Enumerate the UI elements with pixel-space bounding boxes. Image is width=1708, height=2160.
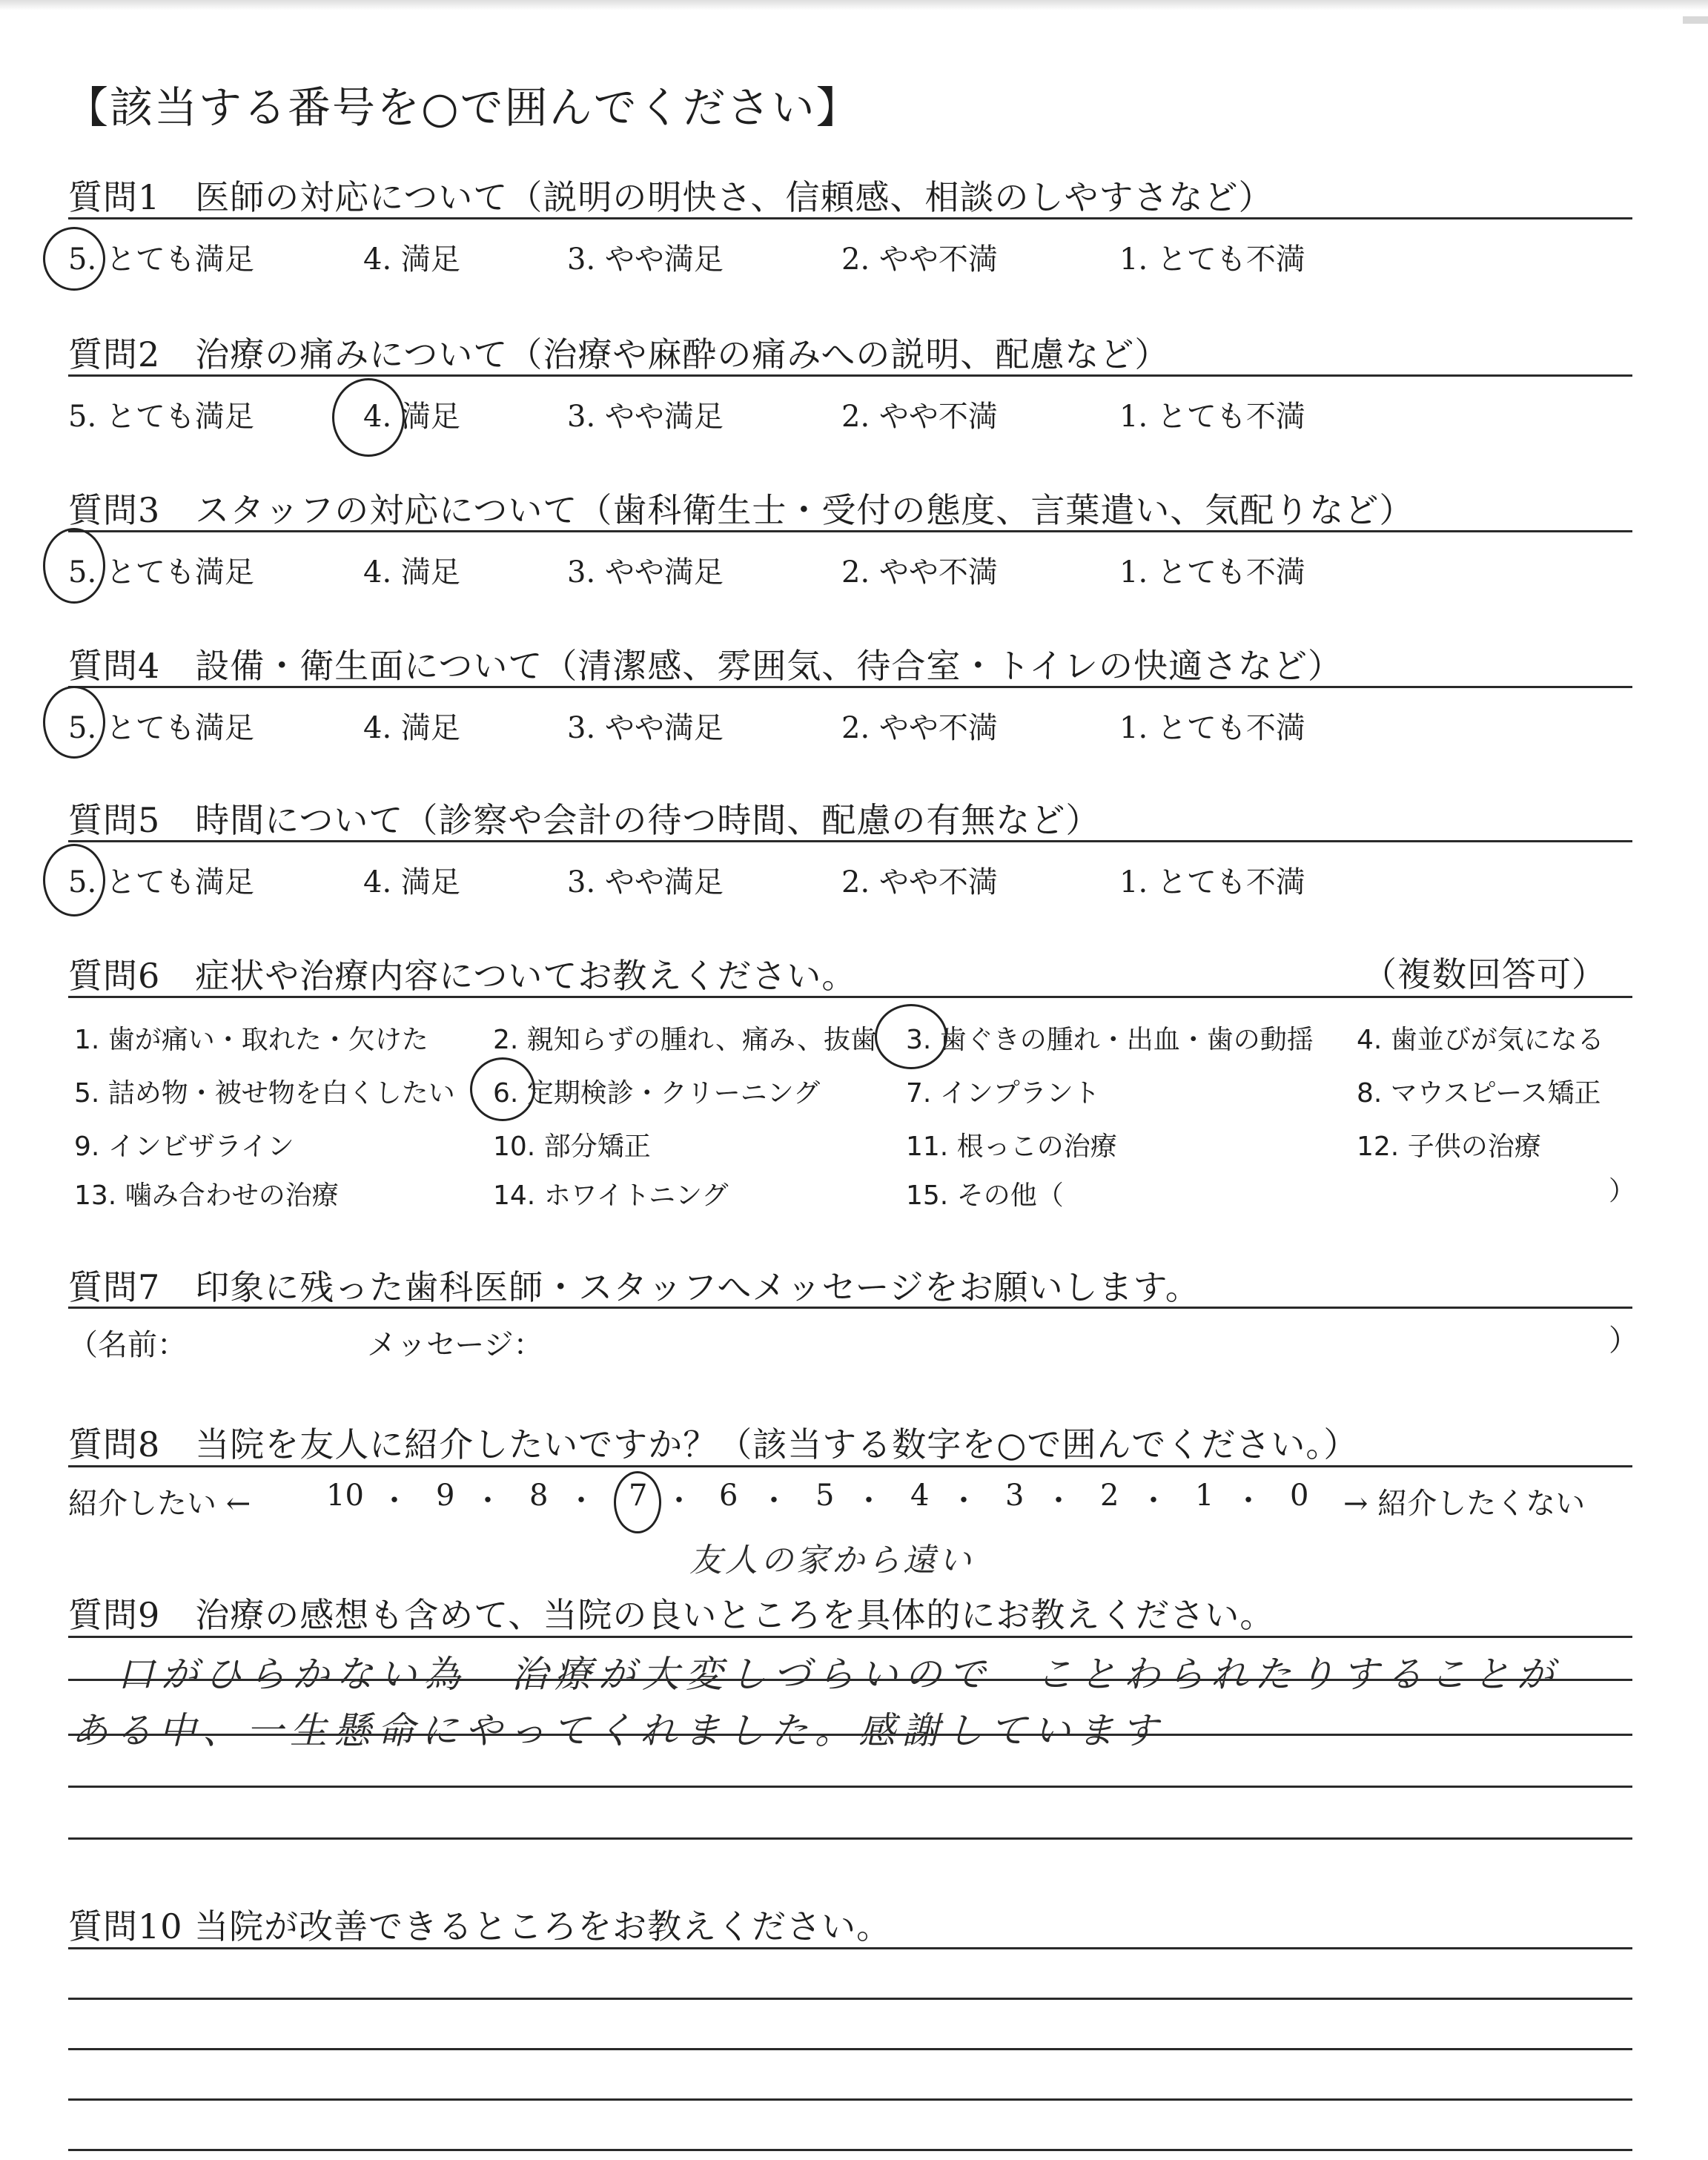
q9-answer-line xyxy=(68,1679,1632,1681)
q8-scale-dot: ・ xyxy=(380,1484,409,1518)
q1-option-1[interactable]: 1. とても不満 xyxy=(1119,242,1305,277)
q8-scale-9[interactable]: 9 xyxy=(436,1479,455,1513)
q8-scale-7[interactable]: 7 xyxy=(629,1479,648,1513)
q8-scale-8[interactable]: 8 xyxy=(529,1479,549,1513)
q2-option-3[interactable]: 3. やや満足 xyxy=(567,400,724,434)
question-5-rule xyxy=(68,840,1632,842)
question-6-rule xyxy=(68,996,1632,998)
question-1-rule xyxy=(68,217,1632,219)
question-7-rule xyxy=(68,1307,1632,1309)
symptom-6[interactable]: 6. 定期検診・クリーニング xyxy=(493,1078,821,1109)
q5-option-3[interactable]: 3. やや満足 xyxy=(567,865,724,899)
q8-scale-dot: ・ xyxy=(473,1484,503,1518)
q9-answer-line xyxy=(68,1837,1632,1840)
q3-option-1[interactable]: 1. とても不満 xyxy=(1119,555,1305,589)
page-title: 【該当する番号を○で囲んでください】 xyxy=(65,82,861,133)
symptom-10[interactable]: 10. 部分矯正 xyxy=(493,1132,651,1162)
q5-option-1[interactable]: 1. とても不満 xyxy=(1119,865,1305,899)
q8-scale-1[interactable]: 1 xyxy=(1195,1479,1214,1513)
question-2-rule xyxy=(68,374,1632,377)
question-8-rule xyxy=(68,1465,1632,1467)
q5-option-5[interactable]: 5. とても満足 xyxy=(68,865,254,899)
q1-option-5[interactable]: 5. とても満足 xyxy=(68,242,254,277)
q8-scale-10[interactable]: 10 xyxy=(326,1479,364,1513)
q1-option-3[interactable]: 3. やや満足 xyxy=(567,242,724,277)
symptom-12[interactable]: 12. 子供の治療 xyxy=(1357,1132,1541,1162)
q4-option-5[interactable]: 5. とても満足 xyxy=(68,711,254,745)
q7-close-paren: ） xyxy=(1609,1324,1638,1358)
q7-name-label[interactable]: （名前： xyxy=(68,1328,187,1362)
q10-answer-line[interactable] xyxy=(68,2048,1632,2050)
q8-scale-3[interactable]: 3 xyxy=(1005,1479,1025,1513)
q8-scale-dot: ・ xyxy=(1139,1484,1168,1518)
question-6-label: 質問6 症状や治療内容についてお教えください。 xyxy=(68,956,857,996)
q8-left-label: 紹介したい ← xyxy=(68,1487,251,1521)
symptom-3[interactable]: 3. 歯ぐきの腫れ・出血・歯の動揺 xyxy=(906,1025,1314,1055)
q9-handwritten-line-1: 口がひらかない為 治療が大変しづらいので ことわられたりすることが xyxy=(117,1653,1560,1696)
q5-option-4[interactable]: 4. 満足 xyxy=(363,865,460,899)
q9-answer-line xyxy=(68,1734,1632,1736)
q10-answer-line[interactable] xyxy=(68,1947,1632,1949)
q8-scale-4[interactable]: 4 xyxy=(910,1479,930,1513)
q3-option-3[interactable]: 3. やや満足 xyxy=(567,555,724,589)
q3-option-5[interactable]: 5. とても満足 xyxy=(68,555,254,589)
symptom-2[interactable]: 2. 親知らずの腫れ、痛み、抜歯 xyxy=(493,1025,878,1055)
q8-scale-dot: ・ xyxy=(1234,1484,1263,1518)
question-8-label: 質問8 当院を友人に紹介したいですか？（該当する数字を○で囲んでください。） xyxy=(68,1424,1359,1464)
symptom-15[interactable]: 15. その他（ xyxy=(906,1180,1064,1211)
symptom-7[interactable]: 7. インプラント xyxy=(906,1078,1100,1109)
q1-option-4[interactable]: 4. 満足 xyxy=(363,242,460,277)
question-9-label: 質問9 治療の感想も含めて、当院の良いところを具体的にお教えください。 xyxy=(68,1595,1275,1635)
q8-scale-6[interactable]: 6 xyxy=(719,1479,738,1513)
q9-answer-line xyxy=(68,1786,1632,1788)
q7-message-label[interactable]: メッセージ： xyxy=(367,1328,543,1362)
scan-speck xyxy=(1683,16,1708,24)
q8-scale-dot: ・ xyxy=(759,1484,789,1518)
question-6-note: （複数回答可） xyxy=(1363,954,1606,994)
symptom-14[interactable]: 14. ホワイトニング xyxy=(493,1180,729,1211)
q8-scale-dot: ・ xyxy=(566,1484,596,1518)
question-1-label: 質問1 医師の対応について（説明の明快さ、信頼感、相談のしやすさなど） xyxy=(68,177,1274,217)
q2-option-4[interactable]: 4. 満足 xyxy=(363,400,460,434)
q2-option-5[interactable]: 5. とても満足 xyxy=(68,400,254,434)
q8-scale-dot: ・ xyxy=(1044,1484,1073,1518)
symptom-13[interactable]: 13. 噛み合わせの治療 xyxy=(74,1180,339,1211)
q8-scale-dot: ・ xyxy=(664,1484,694,1518)
q10-answer-line[interactable] xyxy=(68,2098,1632,2101)
q3-option-4[interactable]: 4. 満足 xyxy=(363,555,460,589)
q10-answer-line[interactable] xyxy=(68,2149,1632,2151)
q4-option-2[interactable]: 2. やや不満 xyxy=(841,711,998,745)
symptom-4[interactable]: 4. 歯並びが気になる xyxy=(1357,1025,1604,1055)
q8-scale-5[interactable]: 5 xyxy=(815,1479,835,1513)
question-2-label: 質問2 治療の痛みについて（治療や麻酔の痛みへの説明、配慮など） xyxy=(68,334,1170,374)
q8-scale-2[interactable]: 2 xyxy=(1100,1479,1119,1513)
q3-option-2[interactable]: 2. やや不満 xyxy=(841,555,998,589)
q9-handwritten-line-2: ある中、一生懸命にやってくれました。感謝しています xyxy=(71,1709,1165,1752)
q2-option-1[interactable]: 1. とても不満 xyxy=(1119,400,1305,434)
symptom-5[interactable]: 5. 詰め物・被せ物を白くしたい xyxy=(74,1078,455,1109)
q5-option-2[interactable]: 2. やや不満 xyxy=(841,865,998,899)
q4-option-1[interactable]: 1. とても不満 xyxy=(1119,711,1305,745)
scan-edge xyxy=(0,0,1708,10)
q1-option-2[interactable]: 2. やや不満 xyxy=(841,242,998,277)
q8-scale-0[interactable]: 0 xyxy=(1290,1479,1309,1513)
question-4-rule xyxy=(68,686,1632,688)
q4-option-4[interactable]: 4. 満足 xyxy=(363,711,460,745)
question-3-label: 質問3 スタッフの対応について（歯科衛生士・受付の態度、言葉遣い、気配りなど） xyxy=(68,490,1414,530)
symptom-8[interactable]: 8. マウスピース矯正 xyxy=(1357,1078,1601,1109)
q8-handwritten-note: 友人の家から遠い xyxy=(689,1542,974,1579)
q8-right-label: → 紹介したくない xyxy=(1343,1487,1586,1521)
symptom-9[interactable]: 9. インビザライン xyxy=(74,1132,294,1162)
q10-answer-line[interactable] xyxy=(68,1998,1632,2000)
q4-option-3[interactable]: 3. やや満足 xyxy=(567,711,724,745)
symptom-11[interactable]: 11. 根っこの治療 xyxy=(906,1132,1117,1162)
q8-scale-dot: ・ xyxy=(949,1484,979,1518)
q2-option-2[interactable]: 2. やや不満 xyxy=(841,400,998,434)
question-4-label: 質問4 設備・衛生面について（清潔感、雰囲気、待合室・トイレの快適さなど） xyxy=(68,646,1343,686)
question-3-rule xyxy=(68,530,1632,532)
symptom-1[interactable]: 1. 歯が痛い・取れた・欠けた xyxy=(74,1025,428,1055)
q8-scale-dot: ・ xyxy=(854,1484,884,1518)
question-5-label: 質問5 時間について（診察や会計の待つ時間、配慮の有無など） xyxy=(68,800,1101,840)
symptom-15-close: ） xyxy=(1609,1176,1636,1206)
question-10-label: 質問10 当院が改善できるところをお教えください。 xyxy=(68,1906,892,1946)
question-7-label: 質問7 印象に残った歯科医師・スタッフへメッセージをお願いします。 xyxy=(68,1267,1200,1307)
question-9-rule xyxy=(68,1636,1632,1638)
